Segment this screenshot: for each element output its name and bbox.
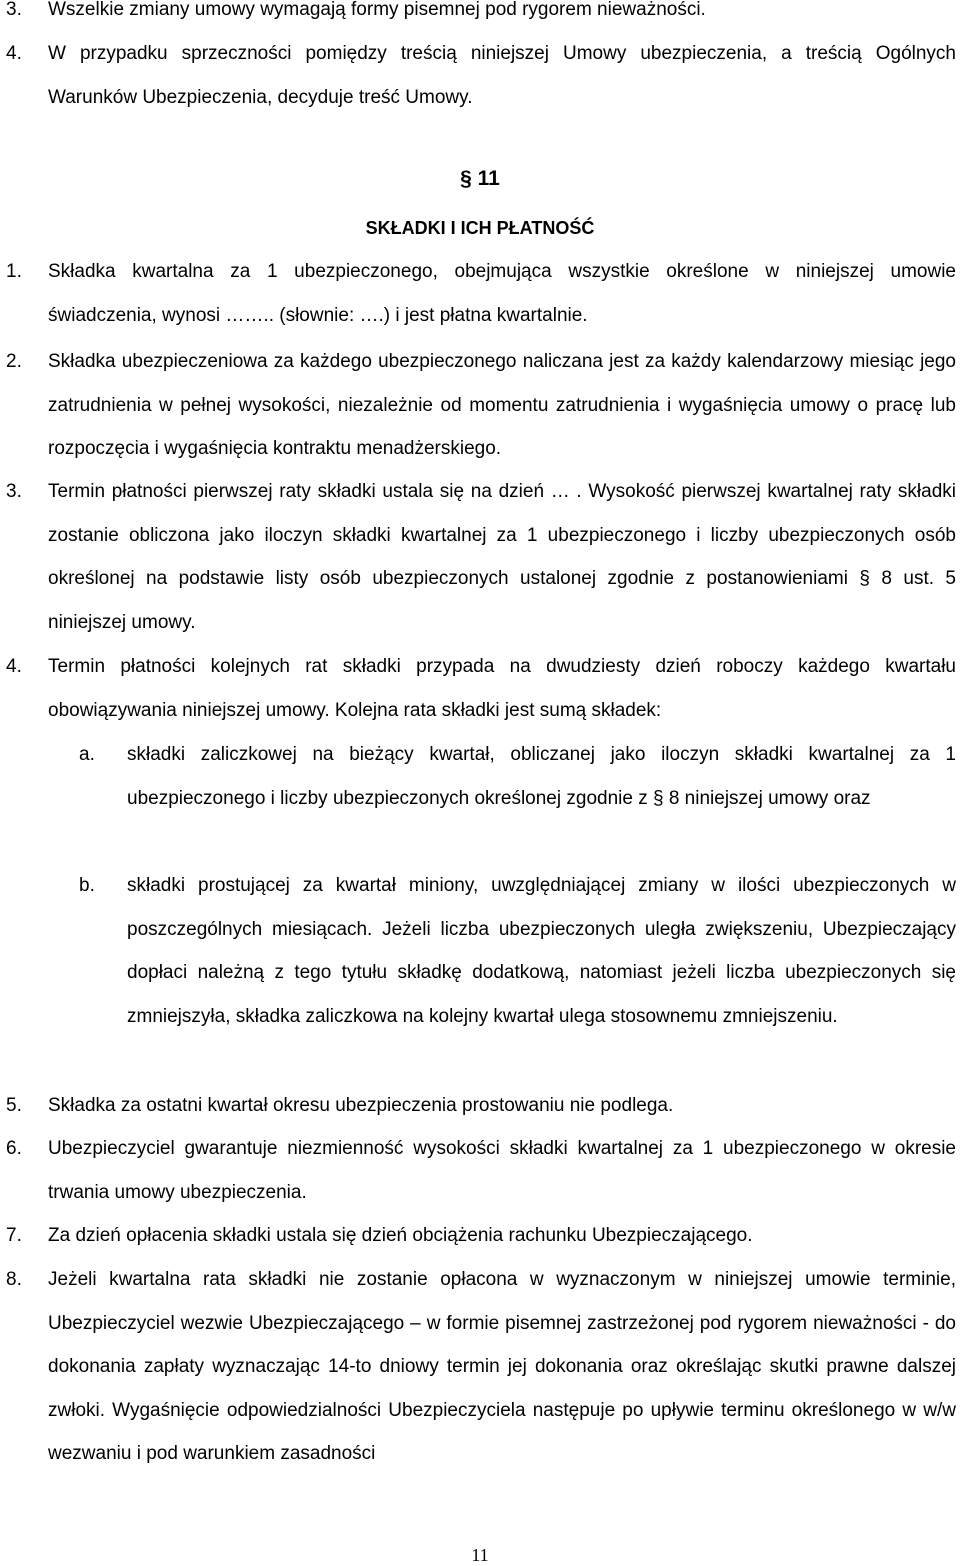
subitem-text: składki zaliczkowej na bieżący kwartał, obliczanej jako iloczyn składki kwartalnej za 1 ubezpieczonego i liczby ubezpieczonych określonej zgodnie z § 8 niniejszej umowy oraz (127, 744, 956, 809)
item-5 (0, 1084, 960, 1128)
item-8 (0, 1258, 960, 1476)
item-7 (0, 1214, 960, 1258)
item-text: Termin płatności kolejnych rat składki przypada na dwudziesty dzień roboczy każdego kwartału obowiązywania niniejszej umowy. Kolejna rata składki jest sumą składek: (48, 656, 956, 721)
item-6 (0, 1127, 960, 1214)
item-text: Ubezpieczyciel gwarantuje niezmienność wysokości składki kwartalnej za 1 ubezpieczonego w okresie trwania umowy ubezpieczenia. (48, 1138, 956, 1203)
item-number: 1. (6, 261, 22, 282)
subitem-text: składki prostującej za kwartał miniony, uwzględniającej zmiany w ilości ubezpieczonych w poszczególnych miesiącach. Jeżeli liczba ubezpieczonych uległa zwiększeniu, Ubezpieczający dopłaci należną z tego tytułu składkę dodatkową, natomiast jeżeli liczba ubezpieczonych się zmniejszyła, składka zaliczkowa na kolejny kwartał ulega stosownemu zmniejszeniu. (127, 875, 956, 1027)
section-title: SKŁADKI I ICH PŁATNOŚĆ (365, 218, 595, 238)
item-number: 4. (6, 656, 22, 677)
item-3 (0, 470, 960, 644)
item-number: 2. (6, 351, 22, 372)
top-item-4 (0, 32, 960, 119)
subitem-b (0, 864, 960, 1038)
subitem-a (0, 733, 960, 820)
item-text: W przypadku sprzeczności pomiędzy treścią niniejszej Umowy ubezpieczenia, a treścią Ogólnych Warunków Ubezpieczenia, decyduje treść Umowy. (48, 43, 956, 108)
item-number: 8. (6, 1269, 22, 1290)
item-text: Za dzień opłacenia składki ustala się dzień obciążenia rachunku Ubezpieczającego. (48, 1225, 753, 1246)
top-item-3 (0, 0, 960, 32)
item-text: Składka ubezpieczeniowa za każdego ubezpieczonego naliczana jest za każdy kalendarzowy miesiąc jego zatrudnienia w pełnej wysokości, niezależnie od momentu zatrudnienia i wygaśnięcia umowy o pracę lub rozpoczęcia i wygaśnięcia kontraktu menadżerskiego. (48, 351, 956, 459)
item-number: 6. (6, 1138, 22, 1159)
item-text: Jeżeli kwartalna rata składki nie zostanie opłacona w wyznaczonym w niniejszej umowie terminie, Ubezpieczyciel wezwie Ubezpieczającego – w formie pisemnej zastrzeżonej pod rygorem nieważności - do dokonania zapłaty wyznaczając 14-to dniowy termin jej dokonania oraz określając skutki prawne dalszej zwłoki. Wygaśnięcie odpowiedzialności Ubezpieczyciela następuje po upływie terminu określonego w w/w wezwaniu i pod warunkiem zasadności (48, 1269, 956, 1464)
item-text: Wszelkie zmiany umowy wymagają formy pisemnej pod rygorem nieważności. (48, 0, 706, 20)
item-text: Składka za ostatni kwartał okresu ubezpieczenia prostowaniu nie podlega. (48, 1095, 674, 1116)
item-number: 4. (6, 43, 22, 64)
page-number: 11 (471, 1545, 489, 1565)
item-number: 3. (6, 481, 22, 502)
item-number: 7. (6, 1225, 22, 1246)
item-text: Składka kwartalna za 1 ubezpieczonego, obejmująca wszystkie określone w niniejszej umowie świadczenia, wynosi …….. (słownie: ….) i jest płatna kwartalnie. (48, 261, 956, 326)
item-number: 3. (6, 0, 22, 20)
item-4 (0, 645, 960, 732)
subitem-letter: a. (79, 744, 95, 765)
item-text: Termin płatności pierwszej raty składki ustala się na dzień … . Wysokość pierwszej kwartalnej raty składki zostanie obliczona jako iloczyn składki kwartalnej za 1 ubezpieczonego i liczby ubezpieczonych osób określonej na podstawie listy osób ubezpieczonych ustalonej zgodnie z postanowieniami § 8 ust. 5 niniejszej umowy. (48, 481, 956, 633)
item-1 (0, 250, 960, 337)
item-number: 5. (6, 1095, 22, 1116)
item-2 (0, 340, 960, 471)
subitem-letter: b. (79, 875, 95, 896)
section-number: § 11 (460, 167, 500, 190)
